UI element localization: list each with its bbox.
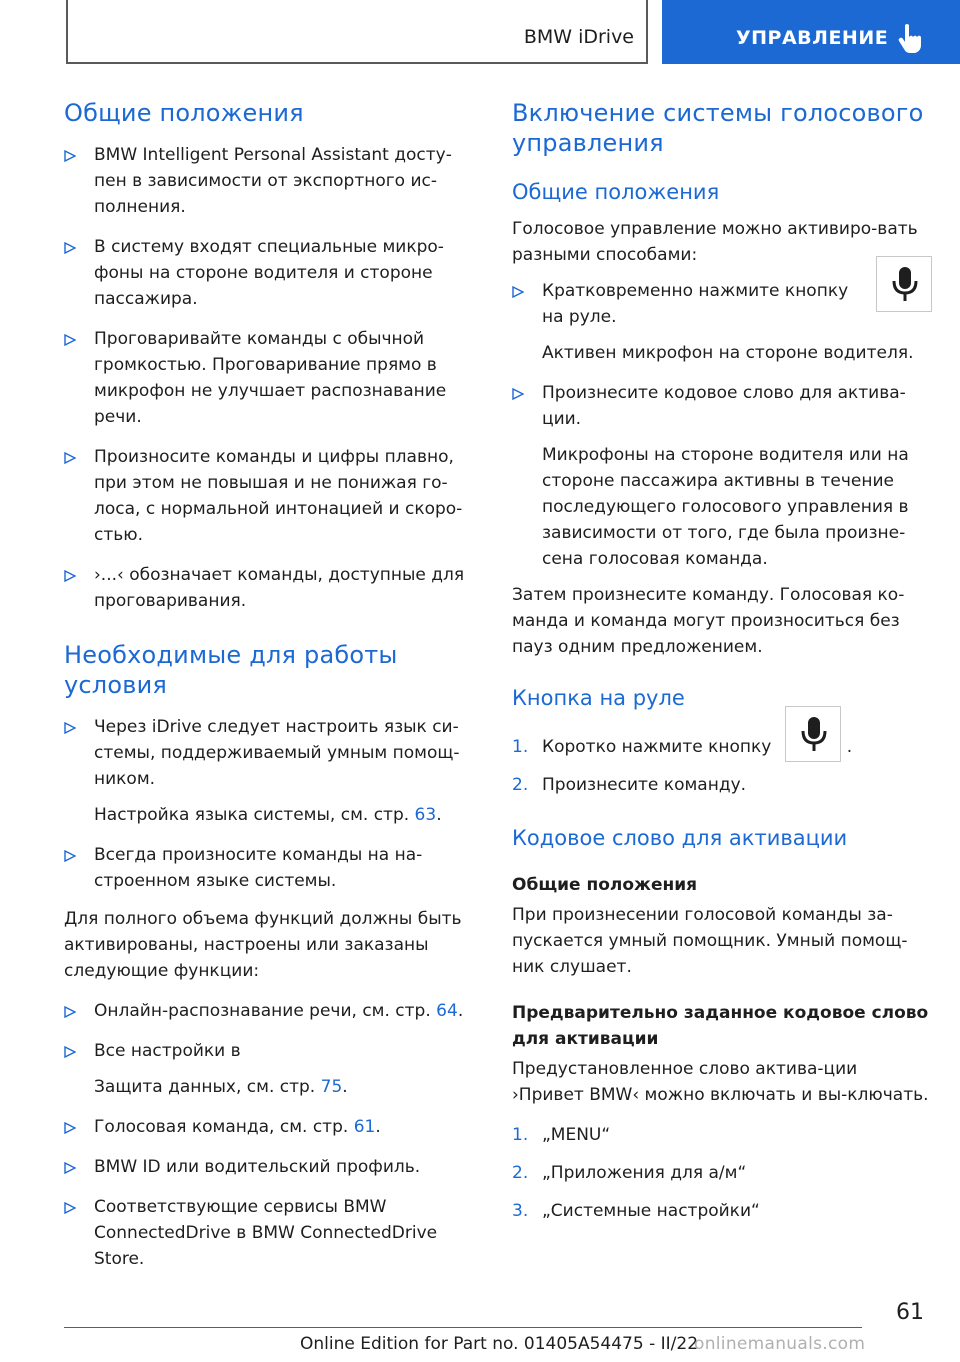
intro-text: Голосовое управление можно активиро-вать разными способами:: [512, 219, 918, 265]
list-item: Проговаривайте команды с обычной громкостью. Проговаривание прямо в микрофон не улучшает распознавание речи.: [64, 326, 484, 430]
list-item: Всегда произносите команды на на-строенном языке системы.: [64, 842, 484, 894]
bullet-triangle-icon: [64, 722, 76, 734]
wake-word-text: При произнесении голосовой команды за-пускается умный помощник. Умный помощ-ник слушает.: [512, 905, 908, 977]
header-title: BMW iDrive: [523, 26, 634, 48]
list-item: В систему входят специальные микро-фоны на стороне водителя и стороне пассажира.: [64, 234, 484, 312]
bullet-triangle-icon: [64, 1122, 76, 1134]
bullet-triangle-icon: [64, 452, 76, 464]
microphone-icon: [785, 706, 841, 762]
list-item: BMW ID или водительский профиль.: [64, 1154, 484, 1180]
predefined-text: Предустановленное слово актива-ции ›Привет BMW‹ можно включать и вы-ключать.: [512, 1059, 929, 1105]
heading-general: Общие положения: [64, 99, 304, 127]
general-list: [64, 142, 484, 614]
heading-steering-button: Кнопка на руле: [512, 686, 685, 710]
menu-list: [512, 1122, 932, 1224]
list-item: Кратковременно нажмите кнопку на руле. Активен микрофон на стороне водителя.: [512, 278, 932, 366]
heading-voice-activation: Включение системы голосового управления: [512, 99, 924, 157]
list-item: ›...‹ обозначает команды, доступные для проговаривания.: [64, 562, 484, 614]
page-number: 61: [896, 1300, 924, 1325]
list-item: 1. Коротко нажмите кнопку .: [512, 734, 932, 762]
page-link[interactable]: 63: [414, 805, 437, 825]
list-item: Произносите команды и цифры плавно, при этом не повышая и не понижая го-лоса, с нормальной интонацией и скоро-стью.: [64, 444, 484, 548]
bullet-triangle-icon: [512, 286, 524, 298]
bullet-triangle-icon: [64, 570, 76, 582]
list-item: 1. „MENU“: [512, 1125, 611, 1145]
list-item: Произнесите кодовое слово для актива-ции. Микрофоны на стороне водителя или на стороне пассажира активны в течение последующего голосового управления в зависимости от того, где была произне-сена голосовая команда.: [512, 380, 932, 572]
heading-general-right: Общие положения: [512, 180, 720, 204]
list-item: Соответствующие сервисы BMW ConnectedDrive в BMW ConnectedDrive Store.: [64, 1194, 484, 1272]
bullet-triangle-icon: [64, 1202, 76, 1214]
header-frame: [66, 0, 648, 64]
command-text: Затем произнесите команду. Голосовая ко-манда и команда могут произноситься без пауз одним предложением.: [512, 585, 905, 657]
section-tab[interactable]: [662, 0, 960, 64]
list-item: Все настройки в Защита данных, см. стр. 75.: [64, 1038, 484, 1100]
list-item: 2. „Приложения для а/м“: [512, 1163, 747, 1183]
bullet-triangle-icon: [64, 1046, 76, 1058]
page-link[interactable]: 64: [436, 1001, 458, 1021]
watermark: onlinemanuals.com: [694, 1334, 866, 1354]
page-link[interactable]: 75: [320, 1077, 343, 1097]
page-link[interactable]: 61: [353, 1117, 376, 1137]
subheading-predefined: Предварительно заданное кодовое слово для активации: [512, 1003, 929, 1049]
bullet-triangle-icon: [64, 242, 76, 254]
hand-pointer-icon: [896, 22, 926, 54]
list-item: Через iDrive следует настроить язык си-стемы, поддерживаемый умным помощ-ником. Настройка языка системы, см. стр. 63.: [64, 714, 484, 828]
heading-wake-word: Кодовое слово для активации: [512, 826, 848, 850]
list-item: 2. Произнесите команду.: [512, 775, 747, 795]
functions-list: [64, 998, 484, 1272]
subheading-general: Общие положения: [512, 875, 698, 895]
list-item: 3. „Системные настройки“: [512, 1201, 760, 1221]
bullet-triangle-icon: [64, 850, 76, 862]
list-item: BMW Intelligent Personal Assistant досту-пен в зависимости от экспортного ис-полнения.: [64, 142, 484, 220]
bullet-triangle-icon: [64, 334, 76, 346]
steering-steps: [512, 734, 932, 798]
list-item: Онлайн-распознавание речи, см. стр. 64.: [64, 998, 484, 1024]
right-column: [512, 98, 932, 1224]
bullet-triangle-icon: [64, 150, 76, 162]
section-tab-label: УПРАВЛЕНИЕ: [736, 27, 889, 49]
functions-intro: Для полного объема функций должны быть активированы, настроены или заказаны следующие функции:: [64, 909, 462, 981]
bullet-triangle-icon: [64, 1162, 76, 1174]
bullet-triangle-icon: [512, 388, 524, 400]
heading-requirements: Необходимые для работы условия: [64, 641, 398, 699]
list-item: Голосовая команда, см. стр. 61.: [64, 1114, 484, 1140]
footer-edition: Online Edition for Part no. 01405A54475 - II/22: [300, 1334, 699, 1354]
microphone-icon: [876, 256, 932, 312]
requirements-list: [64, 714, 484, 894]
activation-list: [512, 278, 932, 572]
footer-divider: [64, 1327, 862, 1328]
bullet-triangle-icon: [64, 1006, 76, 1018]
left-column: [64, 98, 484, 1272]
